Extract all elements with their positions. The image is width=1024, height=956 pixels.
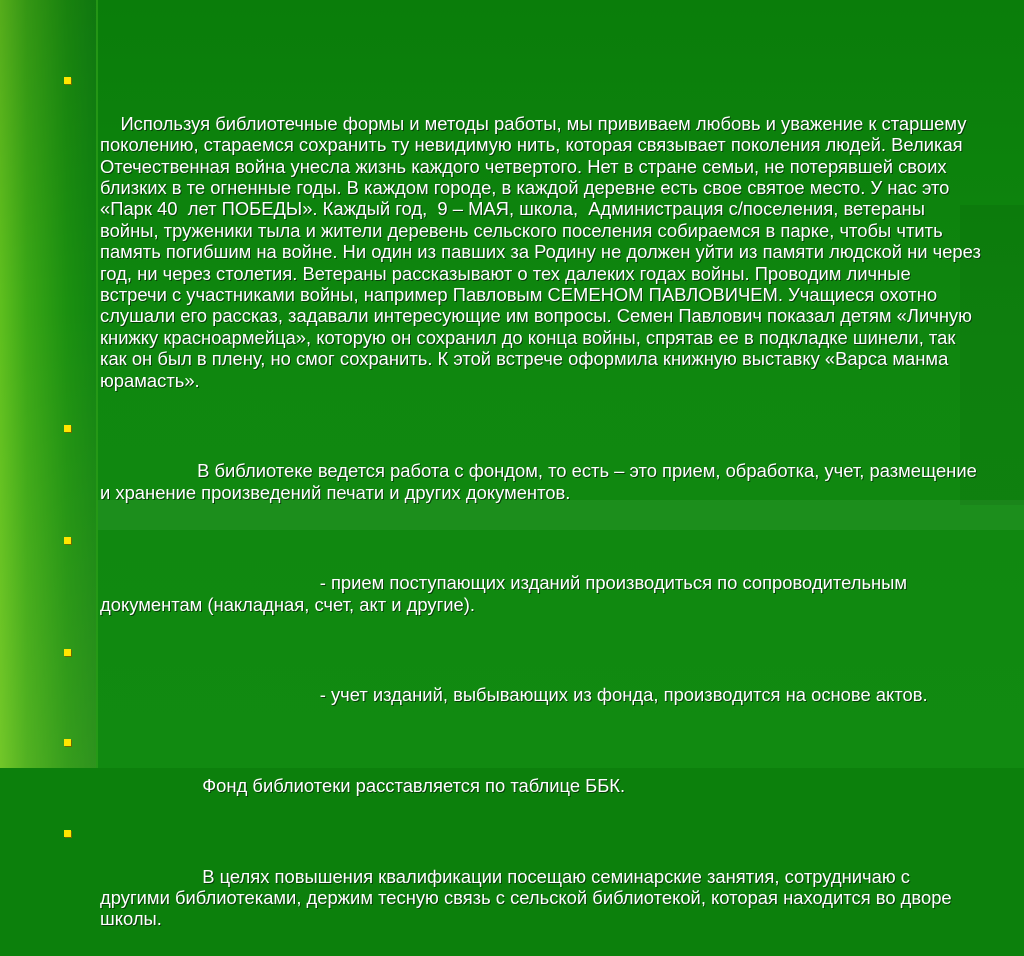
paragraph-text: В целях повышения квалификации посещаю семинарские занятия, сотрудничаю с другими библиотеками, держим тесную связь с сельской библиотекой, которая находится во дворе школы. xyxy=(100,865,957,930)
bullet-paragraph-6 xyxy=(62,823,982,951)
square-bullet-icon xyxy=(64,649,71,656)
square-bullet-icon xyxy=(64,77,71,84)
paragraph-text: Фонд библиотеки расставляется по таблице ББК. xyxy=(120,775,626,796)
bullet-paragraph-3 xyxy=(62,530,982,637)
square-bullet-icon xyxy=(64,739,71,746)
square-bullet-icon xyxy=(64,537,71,544)
bullet-paragraph-5 xyxy=(62,732,982,818)
paragraph-text: Используя библиотечные формы и методы работы, мы прививаем любовь и уважение к старшему поколению, стараемся сохранить ту невидимую нить, которая связывает поколения людей. Великая Отечественная война унесла жизнь каждого четвертого. Нет в стране семьи, не потерявшей своих близких в те огненные годы. В каждом городе, в каждой деревне есть свое святое место. У нас это «Парк 40 лет ПОБЕДЫ». Каждый год, 9 – МАЯ, школа, Администрация с/поселения, ветераны войны, труженики тыла и жители деревень сельского поселения собираемся в парке, чтобы чтить память погибшим на войне. Ни один из павших за Родину не должен уйти из памяти людской ни через год, ни через столетия. Ветераны рассказывают о тех далеких годах войны. Проводим личные встречи с участниками войны, например Павловым СЕМЕНОМ ПАВЛОВИЧЕМ. Учащиеся охотно слушали его рассказ, задавали интересующие им вопросы. Семен Павлович показал детям «Личную книжку красноармейца», которую он сохранил до конца войны, спрятав ее в подкладке шинели, так как он был в плену, но смог сохранить. К этой встрече оформила книжную выставку «Варса манма юрамасть». xyxy=(100,112,987,391)
square-bullet-icon xyxy=(64,830,71,837)
square-bullet-icon xyxy=(64,425,71,432)
paragraph-text: - учет изданий, выбывающих из фонда, производится на основе актов. xyxy=(120,684,928,706)
paragraph-text: В библиотеке ведется работа с фондом, то есть – это прием, обработка, учет, размещение и хранение произведений печати и других документов. xyxy=(100,460,982,503)
bullet-paragraph-4 xyxy=(62,642,982,728)
bullet-paragraph-2 xyxy=(62,418,982,525)
paragraph-text: - прием поступающих изданий производиться по сопроводительным документам (накладная, счет, акт и другие). xyxy=(100,572,913,615)
bullet-paragraph-1 xyxy=(62,70,987,413)
slide-content xyxy=(62,70,987,956)
